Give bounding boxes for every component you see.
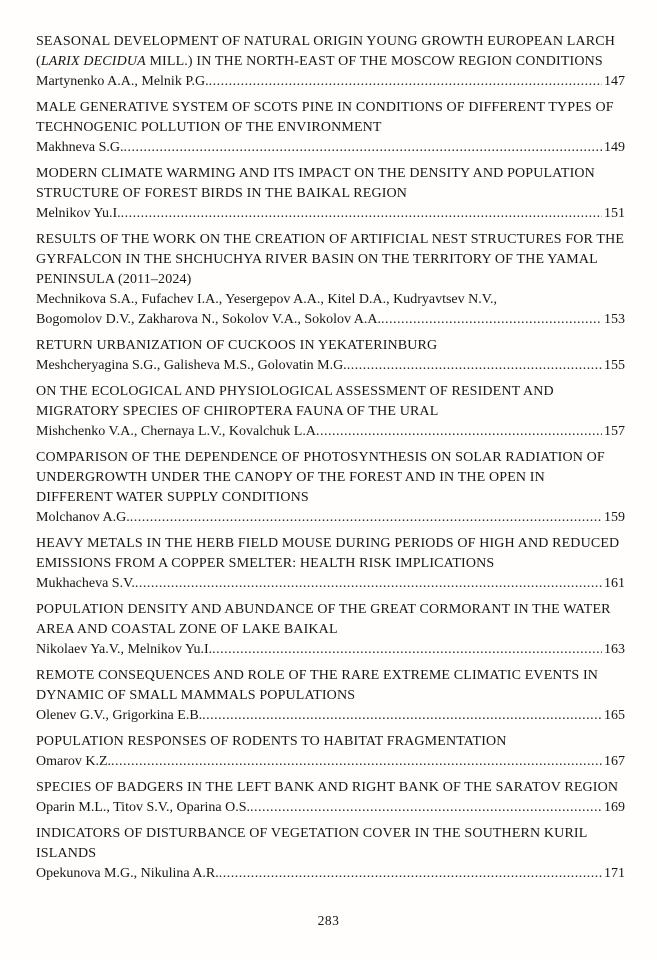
dot-leader [124, 138, 603, 158]
toc-entry [36, 382, 625, 442]
entry-page-number: 163 [604, 642, 625, 657]
entry-page-number: 165 [604, 708, 625, 723]
entry-authors: Opekunova M.G., Nikulina A.R. [36, 866, 219, 881]
entry-author-line [36, 138, 625, 158]
entry-page-number: 151 [604, 206, 625, 221]
dot-leader [381, 310, 602, 330]
entry-authors: Omarov K.Z. [36, 754, 112, 769]
entry-authors: Martynenko A.A., Melnik P.G. [36, 74, 209, 89]
entry-authors: Molchanov A.G. [36, 510, 130, 525]
toc-entry [36, 448, 625, 528]
toc-entry [36, 824, 625, 884]
dot-leader [202, 706, 602, 726]
entry-author-line [36, 752, 625, 772]
dot-leader [209, 72, 602, 92]
toc-entry [36, 32, 625, 92]
entry-author-line [36, 706, 625, 726]
entry-author-extra [36, 290, 625, 310]
entry-authors: Makhneva S.G. [36, 140, 124, 155]
entry-author-line [36, 422, 625, 442]
entry-title: MODERN CLIMATE WARMING AND ITS IMPACT ON THE DENSITY AND POPULATION STRUCTURE OF FOREST BIRDS IN THE BAIKAL REGION [36, 166, 595, 201]
entry-title: COMPARISON OF THE DEPENDENCE OF PHOTOSYNTHESIS ON SOLAR RADIATION OF UNDERGROWTH UNDER THE CANOPY OF THE FOREST AND IN THE OPEN IN DIFFERENT WATER SUPPLY CONDITIONS [36, 450, 605, 505]
entry-title: INDICATORS OF DISTURBANCE OF VEGETATION COVER IN THE SOUTHERN KURIL ISLANDS [36, 826, 587, 861]
entry-authors: Bogomolov D.V., Zakharova N., Sokolov V.A., Sokolov A.A. [36, 312, 381, 327]
entry-page-number: 155 [604, 358, 625, 373]
toc-entry [36, 778, 625, 818]
toc-entry [36, 98, 625, 158]
toc-entry [36, 534, 625, 594]
entry-author-line [36, 508, 625, 528]
entry-page-number: 159 [604, 510, 625, 525]
entry-page-number: 167 [604, 754, 625, 769]
entry-page-number: 169 [604, 800, 625, 815]
entry-author-line [36, 640, 625, 660]
entry-page-number: 171 [604, 866, 625, 881]
entry-authors: Olenev G.V., Grigorkina E.B. [36, 708, 203, 723]
dot-leader [347, 356, 602, 376]
toc-entry [36, 666, 625, 726]
toc-list [36, 32, 625, 890]
entry-page-number: 153 [604, 312, 625, 327]
entry-title: SEASONAL DEVELOPMENT OF NATURAL ORIGIN YOUNG GROWTH EUROPEAN LARCH (LARIX DECIDUA MILL.) IN THE NORTH-EAST OF THE MOSCOW REGION CONDITIONS [36, 34, 615, 69]
dot-leader [130, 508, 602, 528]
entry-page-number: 161 [604, 576, 625, 591]
entry-page-number: 147 [604, 74, 625, 89]
entry-author-line [36, 356, 625, 376]
entry-page-number: 157 [604, 424, 625, 439]
toc-entry [36, 230, 625, 330]
toc-entry [36, 336, 625, 376]
entry-title: POPULATION DENSITY AND ABUNDANCE OF THE GREAT CORMORANT IN THE WATER AREA AND COASTAL ZONE OF LAKE BAIKAL [36, 602, 611, 637]
entry-authors: Nikolaev Ya.V., Melnikov Yu.I. [36, 642, 213, 657]
entry-title: ON THE ECOLOGICAL AND PHYSIOLOGICAL ASSESSMENT OF RESIDENT AND MIGRATORY SPECIES OF CHIROPTERA FAUNA OF THE URAL [36, 384, 554, 419]
dot-leader [250, 798, 602, 818]
dot-leader [212, 640, 602, 660]
entry-authors-line: Mechnikova S.A., Fufachev I.A., Yesergepov A.A., Kitel D.A., Kudryavtsev N.V., [36, 292, 498, 307]
entry-author-line [36, 574, 625, 594]
toc-entry [36, 732, 625, 772]
entry-title: SPECIES OF BADGERS IN THE LEFT BANK AND RIGHT BANK OF THE SARATOV REGION [36, 780, 619, 795]
entry-title: RESULTS OF THE WORK ON THE CREATION OF ARTIFICIAL NEST STRUCTURES FOR THE GYRFALCON IN THE SHCHUCHYA RIVER BASIN ON THE TERRITORY OF THE YAMAL PENINSULA (2011–2024) [36, 232, 625, 287]
dot-leader [111, 752, 602, 772]
entry-title: MALE GENERATIVE SYSTEM OF SCOTS PINE IN CONDITIONS OF DIFFERENT TYPES OF TECHNOGENIC POLLUTION OF THE ENVIRONMENT [36, 100, 614, 135]
entry-title: HEAVY METALS IN THE HERB FIELD MOUSE DURING PERIODS OF HIGH AND REDUCED EMISSIONS FROM A COPPER SMELTER: HEALTH RISK IMPLICATIONS [36, 536, 620, 571]
toc-entry [36, 164, 625, 224]
entry-author-line [36, 310, 625, 330]
entry-authors: Melnikov Yu.I. [36, 206, 121, 221]
entry-author-line [36, 864, 625, 884]
entry-authors: Meshcheryagina S.G., Galisheva M.S., Golovatin M.G. [36, 358, 347, 373]
entry-title: REMOTE CONSEQUENCES AND ROLE OF THE RARE EXTREME CLIMATIC EVENTS IN DYNAMIC OF SMALL MAMMALS POPULATIONS [36, 668, 599, 703]
entry-author-line [36, 798, 625, 818]
dot-leader [316, 422, 602, 442]
dot-leader [121, 204, 602, 224]
entry-title: POPULATION RESPONSES OF RODENTS TO HABITAT FRAGMENTATION [36, 734, 507, 749]
entry-author-line [36, 72, 625, 92]
entry-title: RETURN URBANIZATION OF CUCKOOS IN YEKATERINBURG [36, 338, 438, 353]
entry-authors: Oparin M.L., Titov S.V., Oparina O.S. [36, 800, 251, 815]
entry-authors: Mishchenko V.A., Chernaya L.V., Kovalchuk L.A [36, 424, 316, 439]
page-number: 283 [317, 913, 340, 928]
entry-authors: Mukhacheva S.V. [36, 576, 135, 591]
dot-leader [219, 864, 602, 884]
entry-page-number: 149 [604, 140, 625, 155]
toc-entry [36, 600, 625, 660]
entry-author-line [36, 204, 625, 224]
dot-leader [135, 574, 602, 594]
